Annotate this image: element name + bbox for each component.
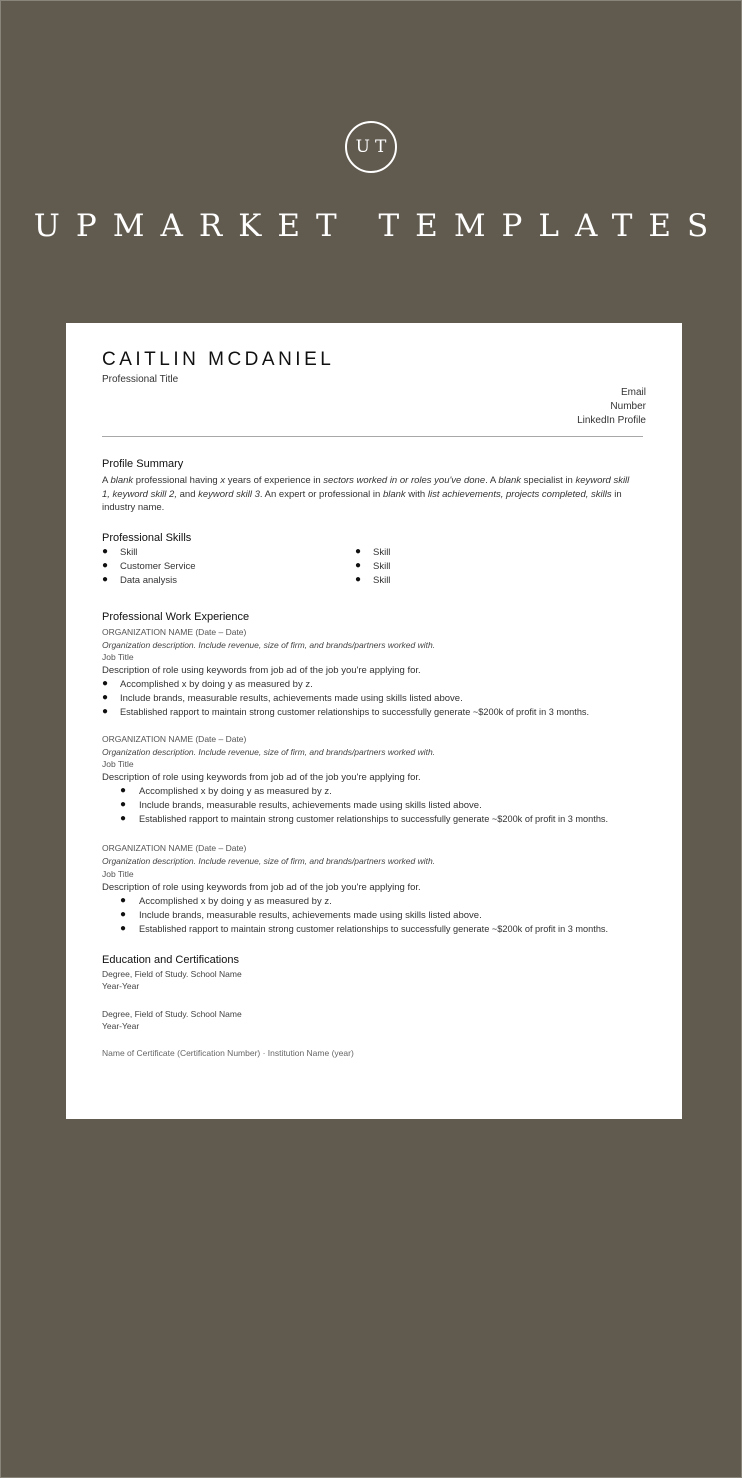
- bullet-icon: ●: [355, 574, 362, 585]
- education-degree: Degree, Field of Study. School Name: [102, 1009, 242, 1019]
- resume-page: [66, 323, 682, 1119]
- bullet-icon: ●: [102, 546, 109, 557]
- achievement-item: Established rapport to maintain strong customer relationships to successfully generate ~$200k of profit in 3 months.: [139, 814, 609, 824]
- profile-summary-text: A blank professional having x years of experience in sectors worked in or roles you've done. A blank specialist in keyword skill 1, keyword skill 2, and keyword skill 3. An expert or professional in blank with list achievements, projects completed, skills in industry name.: [102, 475, 630, 513]
- header-divider: [102, 436, 643, 437]
- skill-item: Skill: [373, 561, 391, 572]
- ut-logo-icon: UT: [345, 121, 397, 173]
- education-heading: Education and Certifications: [102, 954, 239, 966]
- achievement-item: Established rapport to maintain strong customer relationships to successfully generate ~$200k of profit in 3 months.: [139, 924, 609, 934]
- brand-title: UPMARKET TEMPLATES: [33, 208, 725, 244]
- bullet-icon: ●: [102, 706, 109, 717]
- org-description: Organization description. Include revenue, size of firm, and brands/partners worked with.: [102, 856, 436, 866]
- achievement-item: Accomplished x by doing y as measured by z.: [139, 786, 332, 797]
- skill-item: Skill: [373, 575, 391, 586]
- bullet-icon: ●: [355, 546, 362, 557]
- contact-email: Email: [620, 387, 646, 398]
- education-years: Year-Year: [102, 981, 140, 991]
- contact-linkedin: LinkedIn Profile: [577, 415, 646, 426]
- role-description: Description of role using keywords from job ad of the job you're applying for.: [102, 665, 421, 676]
- bullet-icon: ●: [102, 574, 109, 585]
- professional-title: Professional Title: [102, 374, 179, 385]
- bullet-icon: ●: [120, 923, 127, 934]
- skill-item: Skill: [373, 547, 391, 558]
- bullet-icon: ●: [355, 560, 362, 571]
- bullet-icon: ●: [120, 799, 127, 810]
- org-description: Organization description. Include revenue, size of firm, and brands/partners worked with.: [102, 747, 436, 757]
- contact-number: Number: [610, 401, 646, 412]
- education-degree: Degree, Field of Study. School Name: [102, 969, 242, 979]
- role-description: Description of role using keywords from job ad of the job you're applying for.: [102, 882, 421, 893]
- job-title: Job Title: [102, 652, 134, 662]
- experience-heading: Professional Work Experience: [102, 611, 250, 623]
- profile-summary-heading: Profile Summary: [102, 458, 184, 470]
- achievement-item: Include brands, measurable results, achievements made using skills listed above.: [139, 800, 482, 811]
- achievement-item: Accomplished x by doing y as measured by z.: [120, 679, 313, 690]
- bullet-icon: ●: [120, 813, 127, 824]
- bullet-icon: ●: [120, 895, 127, 906]
- skills-heading: Professional Skills: [102, 532, 192, 544]
- resume-name: CAITLIN MCDANIEL: [102, 349, 335, 370]
- skill-item: Customer Service: [120, 561, 196, 572]
- bullet-icon: ●: [120, 909, 127, 920]
- org-name: ORGANIZATION NAME (Date – Date): [102, 627, 247, 637]
- achievement-item: Accomplished x by doing y as measured by z.: [139, 896, 332, 907]
- bullet-icon: ●: [102, 692, 109, 703]
- bullet-icon: ●: [102, 678, 109, 689]
- org-description: Organization description. Include revenue, size of firm, and brands/partners worked with.: [102, 640, 436, 650]
- achievement-item: Include brands, measurable results, achievements made using skills listed above.: [120, 693, 463, 704]
- skill-item: Data analysis: [120, 575, 178, 586]
- job-title: Job Title: [102, 869, 134, 879]
- bullet-icon: ●: [102, 560, 109, 571]
- org-name: ORGANIZATION NAME (Date – Date): [102, 734, 247, 744]
- job-title: Job Title: [102, 759, 134, 769]
- education-years: Year-Year: [102, 1021, 140, 1031]
- achievement-item: Established rapport to maintain strong customer relationships to successfully generate ~$200k of profit in 3 months.: [120, 707, 590, 717]
- skill-item: Skill: [120, 547, 138, 558]
- bullet-icon: ●: [120, 785, 127, 796]
- org-name: ORGANIZATION NAME (Date – Date): [102, 843, 247, 853]
- certificate: Name of Certificate (Certification Number) · Institution Name (year): [102, 1048, 354, 1058]
- achievement-item: Include brands, measurable results, achievements made using skills listed above.: [139, 910, 482, 921]
- role-description: Description of role using keywords from job ad of the job you're applying for.: [102, 772, 421, 783]
